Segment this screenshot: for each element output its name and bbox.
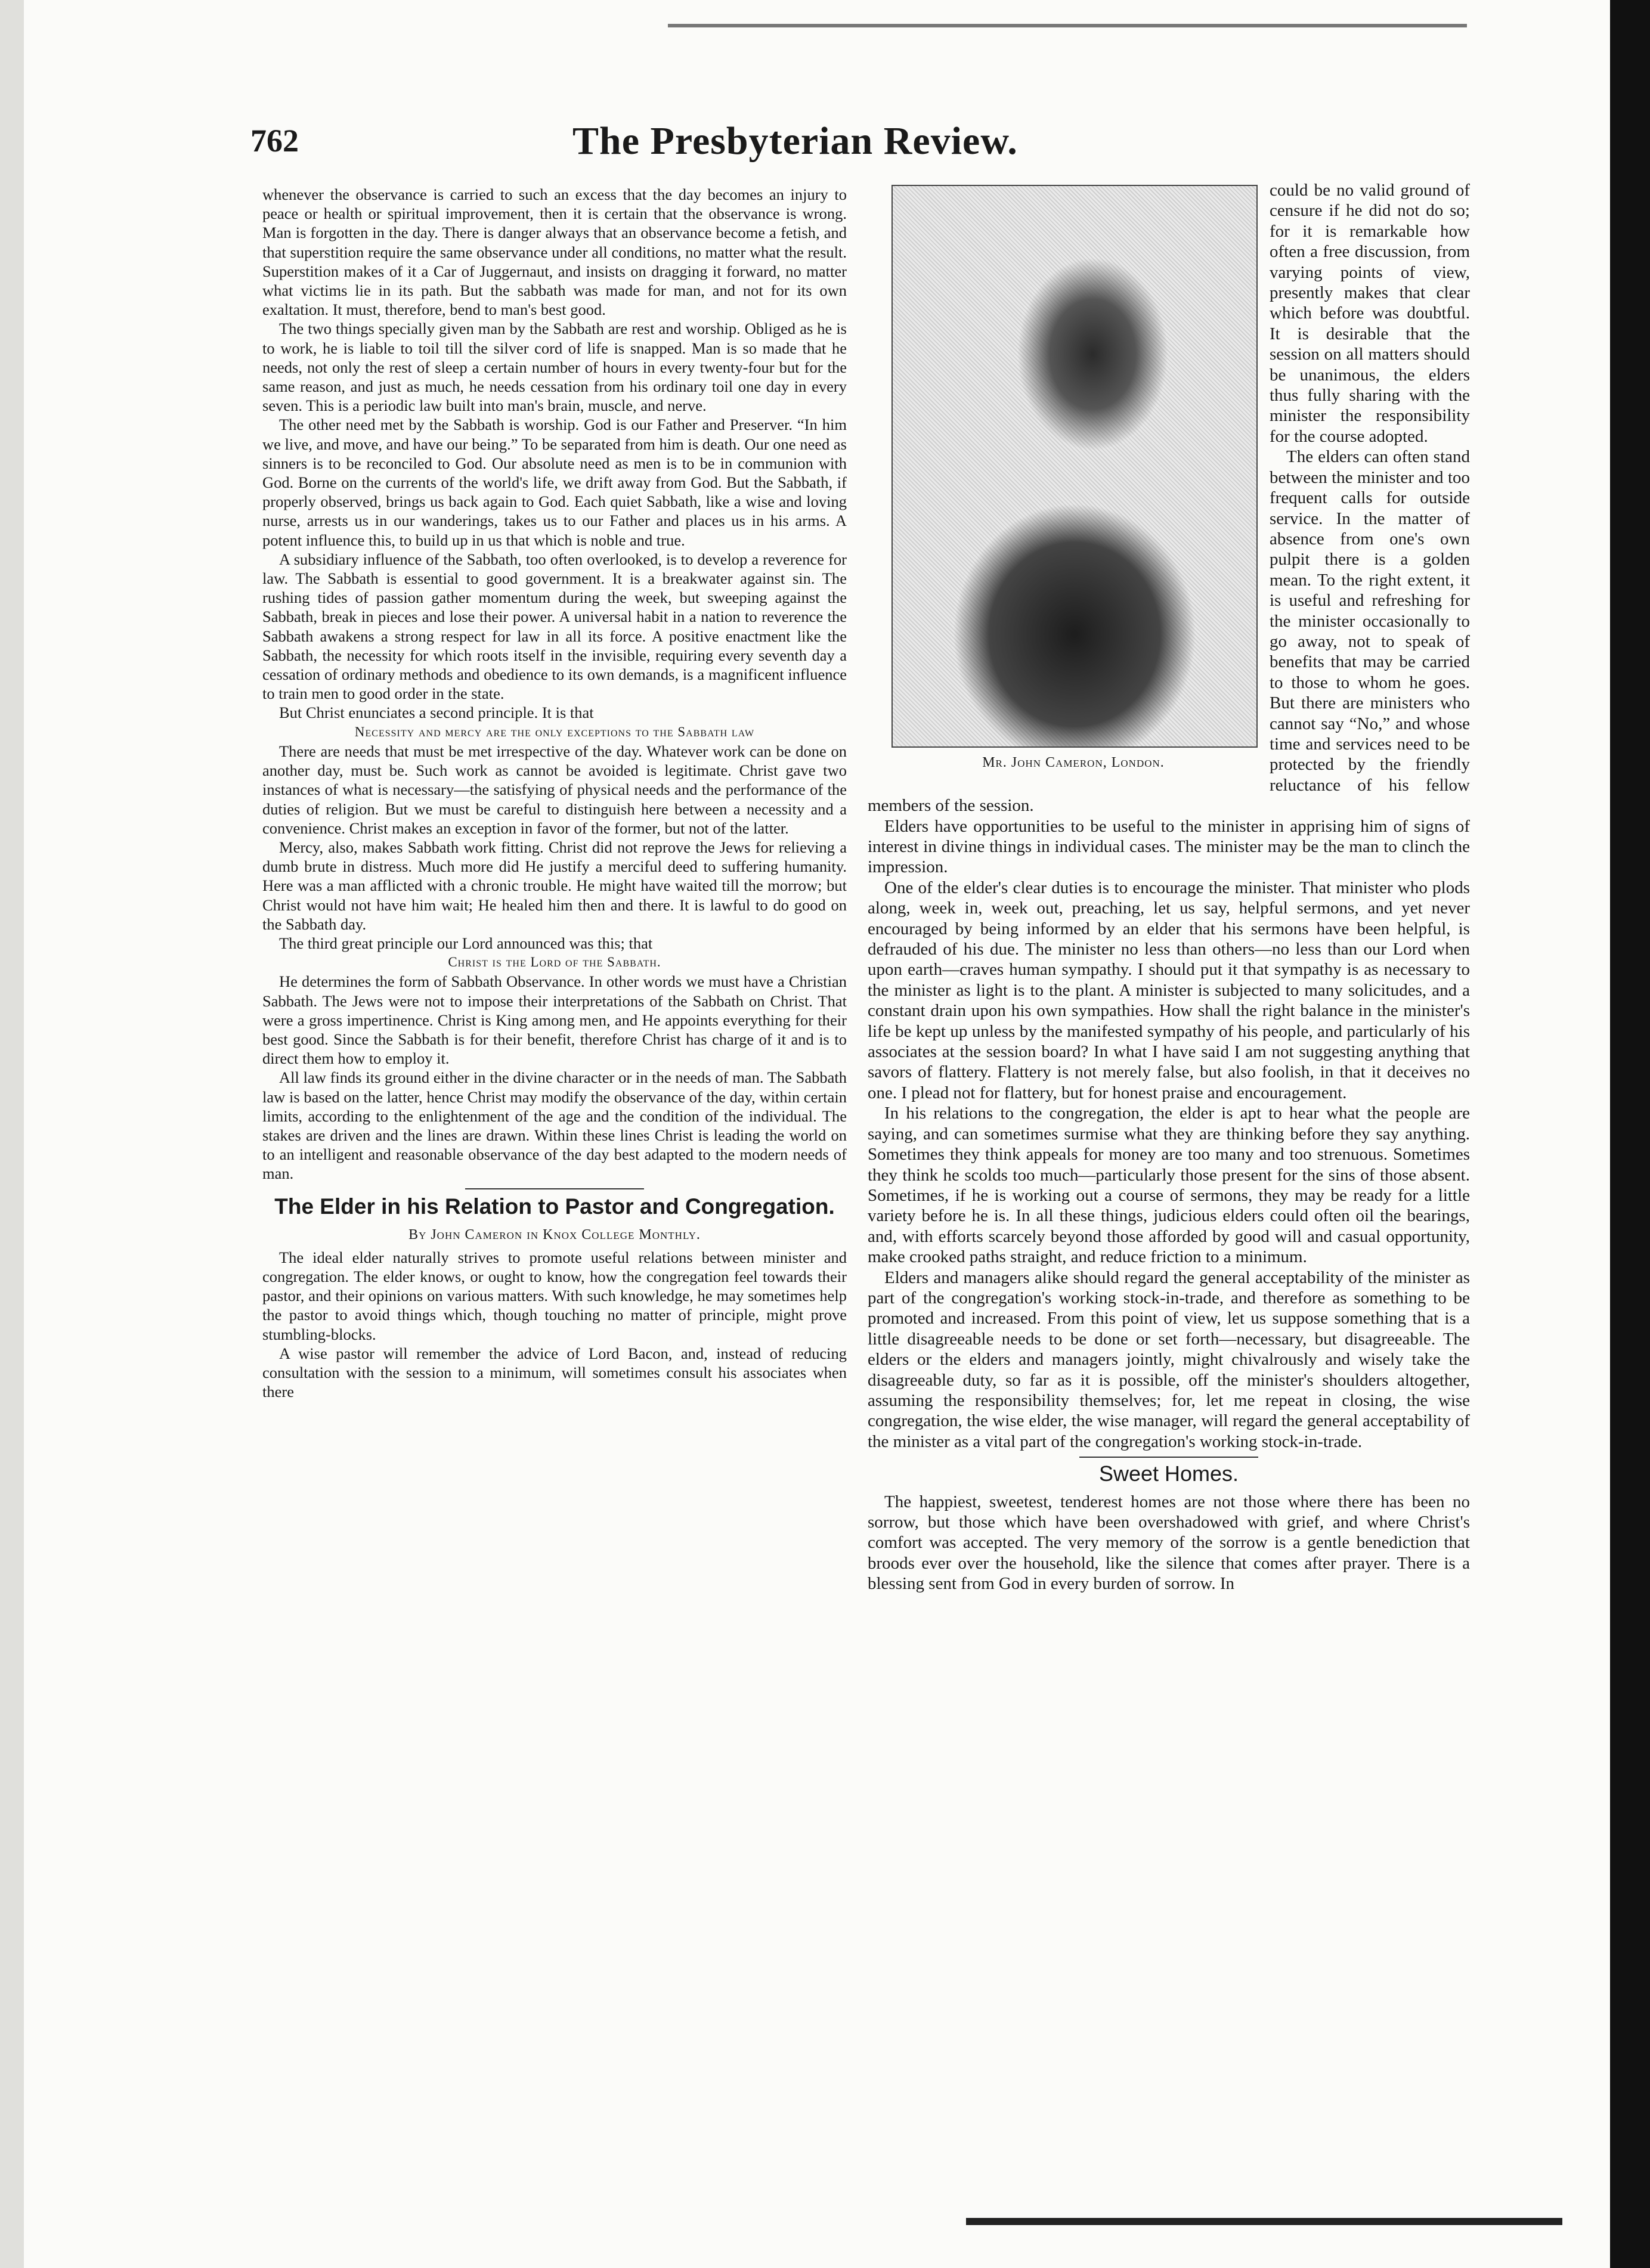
paragraph: The elders can often stand between the minister and too frequent calls for outside service. In the matter of absence from one's own pulpit there is a golden mean. To the right extent, it is useful and refreshing for the minister occasionally to go away, not to speak of benefits that may be carried to those to whom he goes. But there are ministers who cannot say “No,” and whose time and services need to be protected by the friendly reluctance of his fellow members of the session.: [868, 447, 1470, 816]
divider: [1079, 1457, 1258, 1458]
paragraph: whenever the observance is carried to such an excess that the day becomes an injury to peace or health or spiritual improvement, then it is certain that the observance is wrong. Man is forgotten in the day. There is danger always that an observance become a fetish, and that superstition require the same observance under all conditions, no matter what the result. Superstition makes of it a Car of Juggernaut, and insists on dragging it forward, no matter what victims lie in its path. But the sabbath was made for man, and not for its own exaltation. It must, therefore, bend to man's best good.: [262, 185, 847, 319]
paragraph: A wise pastor will remember the advice of Lord Bacon, and, instead of reducing consultation with the session to a minimum, will sometimes consult his associates when there: [262, 1344, 847, 1401]
portrait-image: [891, 185, 1258, 748]
portrait-caption: Mr. John Cameron, London.: [982, 755, 1165, 770]
right-column: [868, 180, 1470, 1594]
paragraph: There are needs that must be met irrespective of the day. Whatever work can be done on another day, must be. Such work as cannot be avoided is legitimate. Christ gave two instances of what is necessary—the satisfying of physical needs and the performance of the duties of religion. But we must be careful to distinguish here between a necessity and a convenience. Christ makes an exception in favor of the former, but not of the latter.: [262, 742, 847, 837]
paragraph: The happiest, sweetest, tenderest homes are not those where there has been no sorrow, but those which have been overshadowed with grief, and where Christ's comfort was accepted. The very memory of the sorrow is a gentle benediction that broods ever over the household, like the silence that comes after prayer. There is a blessing sent from God in every burden of sorrow. In: [868, 1492, 1470, 1594]
journal-title: The Presbyterian Review.: [572, 119, 1018, 163]
page-number: 762: [250, 123, 299, 159]
portrait-figure: [891, 185, 1255, 773]
paragraph: He determines the form of Sabbath Observance. In other words we must have a Christian Sabbath. The Jews were not to impose their interpretations of the Sabbath on Christ. That were a gross impertinence. Christ is King among men, and He appoints everything for their best good. Since the Sabbath is for their benefit, therefore Christ has charge of it and is to direct them how to employ it.: [262, 972, 847, 1068]
subheading: Necessity and mercy are the only exceptions to the Sabbath law: [354, 724, 755, 739]
paragraph: The two things specially given man by the Sabbath are rest and worship. Obliged as he is to work, he is liable to toil till the silver cord of life is snapped. Man is so made that he needs, not only the rest of sleep a certain number of hours in every twenty-four but for the same reason, and just as much, he needs cessation from his ordinary toil one day in every seven. This is a periodic law built into man's brain, muscle, and nerve.: [262, 320, 847, 415]
subheading: Christ is the Lord of the Sabbath.: [448, 955, 661, 970]
divider: [465, 1188, 644, 1189]
paragraph: The other need met by the Sabbath is worship. God is our Father and Preserver. “In him we live, and move, and have our being.” To be separated from him is death. Our one need as sinners is to be reconciled to God. Our absolute need as men is to be in communion with God. Borne on the currents of the world's life, we drift away from God. But the Sabbath, if properly observed, brings us back again to God. Each quiet Sabbath, like a wise and loving nurse, arrests us in our wanderings, takes us to our Father and places us in his arms. A potent influence this, to build up in us that which is noble and true.: [262, 416, 847, 549]
paragraph: All law finds its ground either in the divine character or in the needs of man. The Sabbath law is based on the latter, hence Christ may modify the observance of the day, within certain limits, according to the enlightenment of the age and the condition of the individual. The stakes are driven and the lines are drawn. Within these lines Christ is leading the world on to an intelligent and reasonable observance of the day best adapted to the modern needs of man.: [262, 1068, 847, 1183]
section-title: Sweet Homes.: [1098, 1461, 1239, 1486]
article-title: The Elder in his Relation to Pastor and Congregation.: [274, 1194, 835, 1219]
paragraph: One of the elder's clear duties is to encourage the minister. That minister who plods along, week in, week out, preaching, let us say, helpful sermons, and yet never encouraged by being informed by an elder that his sermons have been helpful, is defrauded of his due. The minister no less than others—no less than our Lord when upon earth—craves human sympathy. I should put it that sympathy is as necessary to the minister as light is to the plant. A minister is subjected to many solicitudes, and a constant drain upon his own sympathies. How shall the right balance in the minister's life be kept up unless by the manifested sympathy of his people, and particularly of his associates at the session board? In what I have said I am not suggesting anything that savors of flattery. Flattery is not merely false, but also foolish, in that it deceives no one. I plead not for flattery, but for honest praise and encouragement.: [868, 878, 1470, 1102]
article-byline: By John Cameron in Knox College Monthly.: [408, 1226, 701, 1243]
paragraph: Elders have opportunities to be useful to the minister in apprising him of signs of interest in divine things in individual cases. The minister may be the man to clinch the impression.: [868, 816, 1470, 877]
paragraph: But Christ enunciates a second principle. It is that: [279, 704, 594, 722]
paragraph: The third great principle our Lord announced was this; that: [279, 934, 653, 952]
paragraph: Elders and managers alike should regard the general acceptability of the minister as part of the congregation's working stock-in-trade, and therefore as something to be promoted and increased. From this point of view, let us suppose something that is a little disagreeable needs to be done or set forth—necessary, but disagreeable. The elders or the elders and managers jointly, might chivalrously and wisely take the disagreeable duty, so far as it is possible, off the minister's shoulders altogether, assuming the responsibility themselves; for, let me repeat in closing, the wise congregation, the wise elder, the wise manager, will regard the general acceptability of the minister as a vital part of the congregation's working stock-in-trade.: [868, 1268, 1470, 1451]
scan-edge-left: [0, 0, 24, 2268]
page-header: [250, 119, 1419, 170]
paragraph: The ideal elder naturally strives to promote useful relations between minister and congregation. The elder knows, or ought to know, how the congregation feel towards their pastor, and their opinions on various matters. With such knowledge, he may sometimes help the pastor to avoid things which, though touching no matter of principle, might prove stumbling-blocks.: [262, 1248, 847, 1343]
paragraph: A subsidiary influence of the Sabbath, too often overlooked, is to develop a reverence for law. The Sabbath is essential to good government. It is a breakwater against sin. The rushing tides of passion gather momentum during the week, but sweeping against the Sabbath, break in pieces and lose their power. A universal habit in a nation to reverence the Sabbath awakens a strong respect for law in all its force. A positive enactment like the Sabbath, the necessity for which roots itself in the invisible, requiring every seventh day a cessation of ordinary methods and obedience to its own demands, is a magnificent influence to train men to good order in the state.: [262, 550, 847, 703]
scan-top-line: [668, 24, 1467, 27]
paragraph: In his relations to the congregation, the elder is apt to hear what the people are saying, and can sometimes surmise what they are thinking before they say anything. Sometimes they think appeals for money are too many and too strenuous. Sometimes they think he scolds too much—particularly those present for the sins of those absent. Sometimes, if he is working out a course of sermons, they may be ready for a little variety before he is. In all these things, judicious elders could often oil the bearings, and, with efforts scarcely beyond those afforded by good will and casual opportunity, make crooked paths straight, and reduce friction to a minimum.: [868, 1104, 1470, 1267]
scan-bottom-line: [966, 2218, 1562, 2225]
left-column: [262, 185, 847, 1401]
paragraph: Mercy, also, makes Sabbath work fitting. Christ did not reprove the Jews for relieving a dumb brute in distress. Much more did He justify a merciful deed to suffering humanity. Here was a man afflicted with a chronic trouble. He might have waited till the morrow; but Christ would not have him wait; He healed him then and there. It is lawful to do good on the Sabbath day.: [262, 838, 847, 933]
paragraph-text: could be no valid ground of censure if he did not do so; for it is remarkable how often a free discussion, from varying points of view, presently makes that clear which before was doubtful. It is desirable that the session on all matters should be unanimous, the elders thus fully sharing with the minister the responsibility for the course adopted.: [1270, 181, 1470, 446]
scan-edge-right: [1610, 0, 1650, 2268]
